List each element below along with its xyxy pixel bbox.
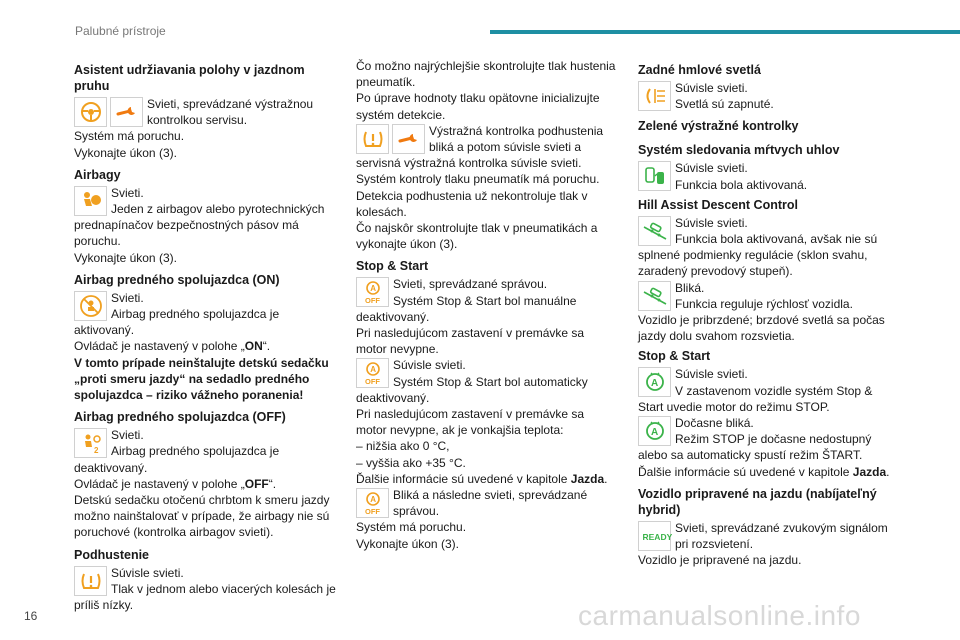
airbag-on-line1: Svieti. bbox=[111, 290, 144, 305]
section-title-airbag-on: Airbag predného spolujazdca (ON) bbox=[74, 272, 280, 287]
ss-b-line6-bold: Jazda bbox=[570, 471, 605, 486]
tyre-intro-1: Čo možno najrýchlejšie skontrolujte tlak hustenia pneumatík. bbox=[356, 59, 616, 90]
column-3 bbox=[638, 58, 900, 568]
section-title-airbags: Airbagy bbox=[74, 167, 121, 182]
ready-icon bbox=[638, 521, 671, 551]
ready-line1: Svieti, sprevádzané zvukovým signálom pri rozsvietení. bbox=[675, 520, 888, 552]
svg-text:A: A bbox=[650, 378, 658, 390]
ss-green-b-line1: Dočasne bliká. bbox=[675, 416, 754, 431]
hadc-b-line1: Bliká. bbox=[675, 280, 705, 295]
airbag-off-line4: Detskú sedačku otočenú chrbtom k smeru jazdy možno nainštalovať v prípade, že airbagy nie sú poruchové (kontrolka airbagov svieti). bbox=[74, 493, 330, 540]
ss-c-item bbox=[356, 487, 618, 519]
hadc-a-item bbox=[638, 215, 900, 280]
airbag-off-item bbox=[74, 427, 336, 476]
tyre-blink-text: Výstražná kontrolka podhustenia bliká a potom súvisle svieti a servisná výstražná kontrolka súvisle svieti. bbox=[356, 123, 604, 171]
section-title-tyre-pressure: Podhustenie bbox=[74, 547, 150, 562]
airbag-off-line3 bbox=[74, 476, 336, 492]
airbag-on-line3-bold: ON bbox=[244, 339, 263, 354]
airbag-on-item bbox=[74, 290, 336, 339]
wrench-icon bbox=[392, 124, 425, 154]
ss-a-line2: Systém Stop & Start bol manuálne deaktivovaný. bbox=[356, 293, 577, 324]
svg-text:OFF: OFF bbox=[364, 377, 380, 387]
hadc-a-line1: Súvisle svieti. bbox=[675, 215, 748, 230]
ss-green-a-item bbox=[638, 366, 900, 415]
svg-text:2: 2 bbox=[93, 446, 98, 456]
tyre-blink-line2: Systém kontroly tlaku pneumatík má poruchu. bbox=[356, 172, 600, 187]
svg-text:A: A bbox=[369, 365, 376, 375]
airbag-off-line3-pre: Ovládač je nastavený v polohe „ bbox=[74, 476, 245, 491]
section-title-ready: Vozidlo pripravené na jazdu (nabíjateľný hybrid) bbox=[638, 486, 877, 517]
ss-b-line3: Pri nasledujúcom zastavení v premávke sa motor nevypne, ak je vonkajšia teplota: bbox=[356, 407, 585, 438]
ss-green-b-line3-pre: Ďalšie informácie sú uvedené v kapitole bbox=[638, 464, 853, 479]
airbag-on-warning: V tomto prípade neinštalujte detskú sedačku „proti smeru jazdy“ na sedadlo predného spolujazdca – riziko vážneho poranenia! bbox=[74, 355, 329, 403]
ss-b-line5: – vyššia ako +35 °C. bbox=[356, 455, 466, 470]
airbag-on-line3-pre: Ovládač je nastavený v polohe „ bbox=[74, 339, 245, 354]
svg-text:A: A bbox=[369, 284, 376, 294]
tyre-pressure-item bbox=[74, 565, 336, 614]
ss-b-line4: – nižšia ako 0 °C, bbox=[356, 439, 450, 454]
airbags-line2: Jeden z airbagov alebo pyrotechnických prednapínačov bezpečnostných pásov má poruchu. bbox=[74, 202, 325, 249]
tyre-intro-2: Po úprave hodnoty tlaku opätovne inicializujte systém detekcie. bbox=[356, 91, 600, 122]
ss-green-b-line3-bold: Jazda bbox=[852, 464, 887, 479]
hill-descent-icon bbox=[638, 216, 671, 246]
airbags-item bbox=[74, 185, 336, 250]
rear-fog-light-icon bbox=[638, 81, 671, 111]
ss-a-line3: Pri nasledujúcom zastavení v premávke sa motor nevypne. bbox=[356, 326, 585, 357]
ss-c-line1: Bliká a následne svieti, sprevádzané správou. bbox=[393, 488, 588, 519]
ready-line2: Vozidlo je pripravené na jazdu. bbox=[638, 553, 802, 568]
svg-text:OFF: OFF bbox=[364, 296, 380, 306]
airbag-on-line3 bbox=[74, 338, 336, 354]
blind-spot-line1: Súvisle svieti. bbox=[675, 161, 748, 176]
rear-fog-line2: Svetlá sú zapnuté. bbox=[675, 97, 774, 112]
svg-text:OFF: OFF bbox=[364, 507, 380, 517]
tyre-blink-item bbox=[356, 123, 618, 172]
tyre-pressure-line1: Súvisle svieti. bbox=[111, 565, 184, 580]
rear-fog-item bbox=[638, 80, 900, 112]
airbags-line3: Vykonajte úkon (3). bbox=[74, 250, 177, 265]
airbags-line1: Svieti. bbox=[111, 185, 144, 200]
blind-spot-item bbox=[638, 160, 900, 192]
wrench-icon bbox=[110, 97, 143, 127]
passenger-airbag-on-icon bbox=[74, 291, 107, 321]
hadc-b-line3: Vozidlo je pribrzdené; brzdové svetlá sa počas jazdy dolu svahom rozsvietia. bbox=[638, 313, 885, 344]
steering-wheel-warning-icon bbox=[74, 97, 107, 127]
tyre-pressure-line2: Tlak v jednom alebo viacerých kolesách je príliš nízky. bbox=[74, 581, 336, 613]
section-title-airbag-off: Airbag predného spolujazdca (OFF) bbox=[74, 410, 286, 425]
airbag-icon bbox=[74, 186, 107, 216]
ss-green-b-item bbox=[638, 415, 900, 464]
ready-item bbox=[638, 520, 900, 552]
tyre-blink-line4: Čo najskôr skontrolujte tlak v pneumatikách a vykonajte úkon (3). bbox=[356, 221, 598, 252]
airbag-off-line3-post: “. bbox=[268, 476, 277, 491]
airbag-off-line2: Airbag predného spolujazdca je deaktivovaný. bbox=[74, 444, 280, 475]
lane-assist-line2: Systém má poruchu. bbox=[74, 129, 185, 144]
column-2 bbox=[356, 58, 618, 552]
hadc-a-line2: Funkcia bola aktivovaná, avšak nie sú splnené podmienky regulácie (sklon svahu, zaradený prevodový stupeň). bbox=[638, 232, 878, 279]
tyre-pressure-icon bbox=[74, 566, 107, 596]
auto-off-orange-icon bbox=[356, 358, 389, 388]
tyre-pressure-icon bbox=[356, 124, 389, 154]
auto-green-icon bbox=[638, 367, 671, 397]
column-1 bbox=[74, 58, 336, 613]
ss-c-line3: Vykonajte úkon (3). bbox=[356, 536, 459, 551]
ss-a-line1: Svieti, sprevádzané správou. bbox=[393, 277, 548, 292]
auto-off-orange-icon bbox=[356, 488, 389, 518]
section-title-hadc: Hill Assist Descent Control bbox=[638, 197, 798, 212]
lane-assist-line1: Svieti, sprevádzané výstražnou kontrolkou servisu. bbox=[147, 97, 314, 128]
section-title-rear-fog: Zadné hmlové svetlá bbox=[638, 63, 761, 77]
ss-b-item bbox=[356, 357, 618, 406]
ss-green-a-line2: V zastavenom vozidle systém Stop & Start uvedie motor do režimu STOP. bbox=[638, 383, 873, 414]
ss-green-b-line3-post: . bbox=[886, 464, 890, 479]
ss-b-line6 bbox=[356, 471, 618, 487]
hill-descent-icon bbox=[638, 281, 671, 311]
ss-b-line2: Systém Stop & Start bol automaticky deaktivovaný. bbox=[356, 374, 588, 405]
auto-green-icon bbox=[638, 416, 671, 446]
airbag-off-line3-bold: OFF bbox=[244, 476, 269, 491]
header-accent-bar bbox=[490, 30, 960, 34]
section-title-blind-spot: Systém sledovania mŕtvych uhlov bbox=[638, 143, 840, 158]
page-number: 16 bbox=[24, 609, 38, 623]
page-header-title: Palubné prístroje bbox=[75, 24, 166, 38]
ss-c-line2: Systém má poruchu. bbox=[356, 520, 467, 535]
watermark: carmanualsonline.info bbox=[578, 600, 861, 631]
auto-off-orange-icon bbox=[356, 277, 389, 307]
ss-b-line6-post: . bbox=[604, 471, 608, 486]
ss-b-line1: Súvisle svieti. bbox=[393, 358, 466, 373]
svg-text:A: A bbox=[650, 427, 658, 439]
ss-green-b-line2: Režim STOP je dočasne nedostupný alebo sa automaticky spustí režim ŠTART. bbox=[638, 432, 872, 463]
hadc-b-item bbox=[638, 280, 900, 312]
airbag-off-line1: Svieti. bbox=[111, 428, 144, 443]
blind-spot-icon bbox=[638, 161, 671, 191]
ss-a-item bbox=[356, 276, 618, 325]
section-title-stop-start-green: Stop & Start bbox=[638, 349, 711, 364]
airbag-on-line3-post: “. bbox=[262, 339, 271, 354]
section-title-green-lamps: Zelené výstražné kontrolky bbox=[638, 119, 799, 134]
airbag-on-line2: Airbag predného spolujazdca je aktivovaný. bbox=[74, 307, 280, 338]
section-title-stop-start-orange: Stop & Start bbox=[356, 259, 429, 274]
lane-assist-item bbox=[74, 96, 336, 128]
lane-assist-line3: Vykonajte úkon (3). bbox=[74, 145, 177, 160]
passenger-airbag-off-icon bbox=[74, 428, 107, 458]
ready-icon-text: READY bbox=[642, 531, 672, 542]
ss-green-b-line3 bbox=[638, 464, 900, 480]
section-title-lane-assist: Asistent udržiavania polohy v jazdnom pruhu bbox=[74, 63, 305, 93]
tyre-blink-line3: Detekcia podhustenia už nekontroluje tlak v kolesách. bbox=[356, 188, 588, 219]
ss-b-line6-pre: Ďalšie informácie sú uvedené v kapitole bbox=[356, 471, 571, 486]
rear-fog-line1: Súvisle svieti. bbox=[675, 81, 748, 95]
ss-green-a-line1: Súvisle svieti. bbox=[675, 367, 748, 382]
blind-spot-line2: Funkcia bola aktivovaná. bbox=[675, 177, 808, 192]
svg-text:A: A bbox=[369, 495, 376, 505]
hadc-b-line2: Funkcia reguluje rýchlosť vozidla. bbox=[675, 296, 853, 311]
